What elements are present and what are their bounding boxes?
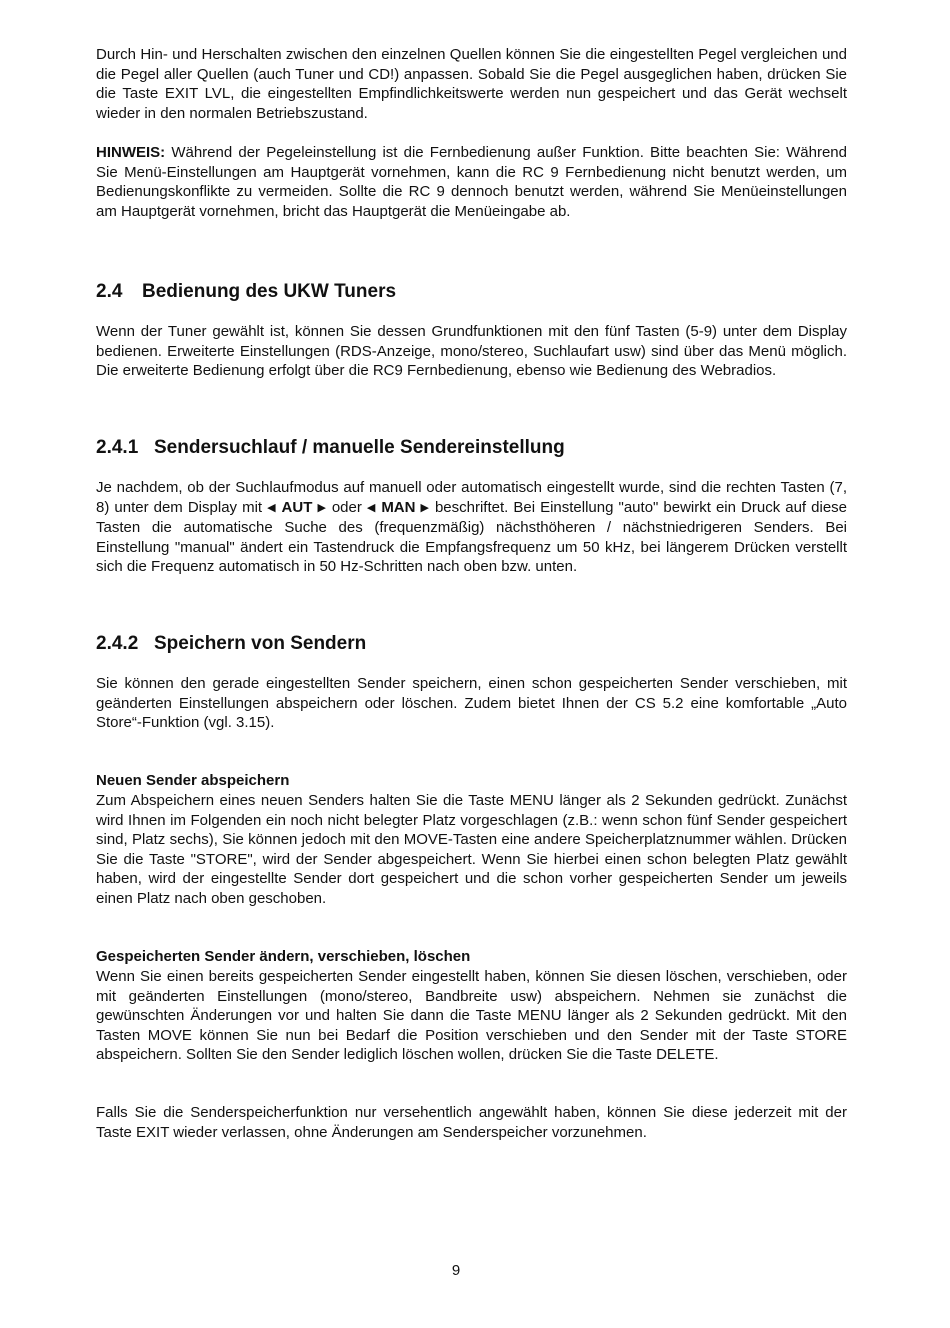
key-aut-label: AUT	[281, 498, 313, 516]
section-number: 2.4	[96, 281, 123, 302]
section-2-4-text: Wenn der Tuner gewählt ist, können Sie dessen Grundfunktionen mit den fünf Tasten (5-9) unter dem Display bedienen. Erweiterte Einstellungen (RDS-Anzeige, mono/stereo, Suchlaufart usw) sind über das Menü möglich. Die erweiterte Bedienung erfolgt über die RC9 Fernbedienung, ebenso wie Bedienung des Webradios.	[96, 323, 847, 380]
new-station-text: Zum Abspeichern eines neuen Senders halten Sie die Taste MENU länger als 2 Sekunden gedrückt. Zunächst wird Ihnen im Folgenden ein noch nicht belegter Platz vorgeschlagen (z.B.: wenn schon fünf Sender gespeichert sind, Platz sechs), Sie können jedoch mit den MOVE-Tasten eine andere Speicherplatznummer wählen. Drücken Sie die Taste "STORE", wird der Sender abgespeichert. Wenn Sie hierbei einen schon belegten Platz gewählt haben, wird der eingestellte Sender dort gespeichert und die schon vorher gespeicherten Sender um jeweils einen Platz nach oben geschoben.	[96, 792, 847, 907]
arrow-left-icon: ◀	[366, 501, 377, 514]
subheading-edit-station: Gespeicherten Sender ändern, verschieben, löschen	[96, 948, 471, 965]
arrow-right-icon: ▶	[317, 501, 327, 514]
text-part: beschriftet. Bei Einstellung "auto" bewirkt ein Druck auf diese Tasten die automatische Suche des (frequenzmäßig) nächsthöheren / nächstniedrigeren Senders. Bei Einstellung "manual" ändert ein Tastendruck die Empfangsfrequenz um 50 kHz, bei längerem Drücken verstellt sich die Frequenz automatisch in 50 Hz-Schritten nach oben bzw. unten.	[96, 498, 848, 576]
note-paragraph	[96, 143, 847, 221]
section-heading-2-4-2	[96, 632, 366, 656]
arrow-right-icon: ▶	[420, 501, 430, 514]
section-2-4-1-text	[96, 478, 847, 577]
edit-station-text: Wenn Sie einen bereits gespeicherten Sender eingestellt haben, können Sie diesen löschen, verschieben, oder mit geänderten Einstellungen (mono/stereo, Bandbreite usw) abspeichern. Nehmen sie zunächst die gewünschten Änderungen vor und halten Sie dann die Taste MENU länger als 2 Sekunden gedrückt. Mit den Tasten MOVE können Sie nun bei Bedarf die Position verschieben und den Sender mit der Taste STORE abspeichern. Sollten Sie den Sender lediglich löschen wollen, drücken Sie die Taste DELETE.	[96, 968, 847, 1064]
section-2-4-2-text: Sie können den gerade eingestellten Sender speichern, einen schon gespeicherten Sender verschieben, mit geänderten Einstellungen abspeichern oder löschen. Zudem bietet Ihnen der CS 5.2 eine komfortable „Auto Store“-Funktion (vgl. 3.15).	[96, 675, 847, 732]
arrow-left-icon: ◀	[267, 501, 277, 514]
subheading-new-station: Neuen Sender abspeichern	[96, 772, 290, 789]
note-label: HINWEIS:	[96, 144, 166, 161]
key-man-label: MAN	[381, 498, 416, 516]
section-title: Speichern von Sendern	[154, 633, 367, 654]
note-text: Während der Pegeleinstellung ist die Fernbedienung außer Funktion. Bitte beachten Sie: Während Sie Menü-Einstellungen am Hauptgerät vornehmen, kann die RC 9 Fernbedienung nicht benutzt werden, um Bedienungskonflikte zu vermeiden. Sollte die RC 9 dennoch benutzt werden, während Sie Menüeinstellungen am Hauptgerät vornehmen, bricht das Hauptgerät die Menüeingabe ab.	[96, 144, 847, 220]
text-part: oder	[326, 498, 367, 516]
section-heading-2-4-1	[96, 436, 565, 460]
section-title: Bedienung des UKW Tuners	[142, 281, 397, 302]
text-part: Je nachdem, ob der Suchlaufmodus auf manuell oder automatisch eingestellt wurde, sind die rechten Tasten (7, 8) unter dem Display mit	[96, 479, 847, 516]
section-number: 2.4.2	[96, 633, 139, 654]
section-heading-2-4	[96, 280, 396, 304]
section-title: Sendersuchlauf / manuelle Sendereinstellung	[154, 437, 565, 458]
intro-paragraph: Durch Hin- und Herschalten zwischen den einzelnen Quellen können Sie die eingestellten Pegel vergleichen und die Pegel aller Quellen (auch Tuner und CD!) anpassen. Sobald Sie die Pegel ausgeglichen haben, drücken Sie die Taste EXIT LVL, die eingestellten Empfindlichkeitswerte werden nun gespeichert und das Gerät wechselt wieder in den normalen Betriebszustand.	[96, 46, 847, 122]
section-number: 2.4.1	[96, 437, 139, 458]
exit-text: Falls Sie die Senderspeicherfunktion nur versehentlich angewählt haben, können Sie diese jederzeit mit der Taste EXIT wieder verlassen, ohne Änderungen am Senderspeicher vorzunehmen.	[96, 1104, 847, 1141]
page-number: 9	[451, 1262, 461, 1279]
